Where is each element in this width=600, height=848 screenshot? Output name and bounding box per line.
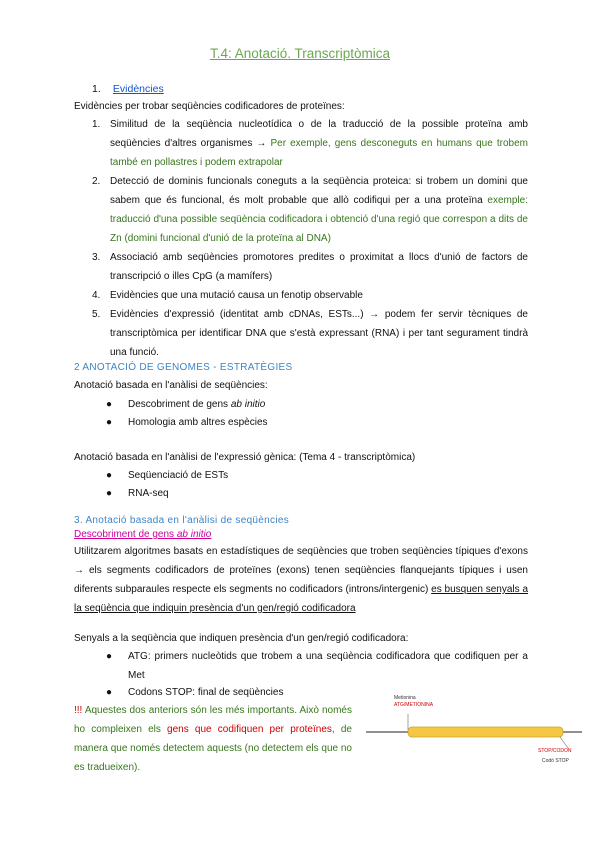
evidence-item-1 bbox=[92, 115, 528, 172]
note-text: , de manera que només detectem aquests (no detectem els que no es tradueixen). bbox=[74, 724, 352, 773]
subheading-italic: ab initio bbox=[176, 529, 212, 540]
signals-intro: Senyals a la seqüència que indiquen presència d'un gen/regió codificadora: bbox=[74, 633, 409, 644]
bullet-item bbox=[106, 466, 229, 485]
evidence-item-4 bbox=[92, 286, 528, 305]
gene-diagram-graphic bbox=[362, 686, 587, 766]
paragraph-underlined: es busquen senyals a la seqüència que indiquin presència d'un gen/regió codificadora bbox=[74, 584, 529, 614]
evidence-number: 1. bbox=[92, 119, 101, 130]
evidence-number: 4. bbox=[92, 290, 101, 301]
bullet-text: RNA-seq bbox=[128, 488, 169, 499]
bullet-item bbox=[106, 484, 169, 503]
bullet-italic: ab initio bbox=[230, 399, 266, 410]
evidence-number: 3. bbox=[92, 252, 101, 263]
section-3-heading: 3. Anotació basada en l'anàlisi de seqüències bbox=[74, 515, 289, 526]
bullet-item bbox=[106, 395, 266, 414]
bullet-dot: ● bbox=[106, 470, 113, 481]
evidence-text: Detecció de dominis funcionals coneguts a la seqüència proteica: si trobem un domini que sabem que és funcional, és molt probable que allò codifiqui per a una proteïna bbox=[110, 176, 528, 206]
important-note bbox=[74, 701, 352, 777]
evidence-item-5 bbox=[92, 305, 528, 362]
page-title: T.4: Anotació. Transcriptòmica bbox=[209, 46, 391, 61]
bullet-item bbox=[106, 683, 284, 702]
evidence-note: exemple: traducció d'una possible seqüència codificadora i obtenció d'una regió que correspon a dits de Zn (domini funcional d'unió de la proteïna al DNA) bbox=[110, 195, 528, 244]
bullet-text: Descobriment de gens bbox=[128, 399, 231, 410]
paragraph-text: Utilitzarem algoritmes basats en estadístiques de seqüències que troben seqüències típiques d'exons → els segments codificadors de proteïnes (exons) tenen seqüències flanquejants típiques i usen diferents subparaules respecte els segments no codificadors (introns/intergenic) bbox=[74, 546, 528, 595]
diagram-label-bottom: Codó STOP bbox=[542, 758, 569, 764]
bullet-item bbox=[106, 413, 268, 432]
diagram-label-start: ATG/METIONINA bbox=[394, 702, 434, 708]
section-2-heading: 2 ANOTACIÓ DE GENOMES - ESTRATÈGIES bbox=[74, 362, 293, 373]
diagram-label-top: Metionina bbox=[394, 695, 416, 701]
bullet-item bbox=[106, 647, 528, 685]
note-highlight: gens que codifiquen per proteïnes bbox=[167, 724, 332, 735]
bullet-dot: ● bbox=[106, 651, 113, 662]
evidence-text: Similitud de la seqüència nucleotídica o de la traducció de la possible proteïna amb seqüències d'altres organismes → bbox=[110, 119, 528, 149]
bullet-dot: ● bbox=[106, 687, 113, 698]
bullet-text: Codons STOP: final de seqüències bbox=[128, 687, 284, 698]
evidences-list bbox=[92, 115, 528, 362]
evidence-number: 5. bbox=[92, 309, 101, 320]
evidence-text: Evidències d'expressió (identitat amb cDNAs, ESTs...) → podem fer servir tècniques de transcriptòmica per identificar DNA que s'està expressant (RNA) i per tant segurament tindrà una funció. bbox=[110, 309, 528, 358]
evidence-note: Per exemple, gens desconeguts en humans que trobem també en pollastres i podem extrapolar bbox=[110, 138, 528, 168]
bullet-text: ATG: primers nucleòtids que trobem a una seqüència codificadora que codifiquen per a Met bbox=[128, 651, 528, 681]
section-1-number: 1. bbox=[92, 83, 101, 95]
bullet-dot: ● bbox=[106, 417, 113, 428]
section-2a-intro: Anotació basada en l'anàlisi de seqüències: bbox=[74, 380, 268, 391]
coding-region-bar bbox=[408, 727, 563, 737]
bullet-text: Homologia amb altres espècies bbox=[128, 417, 268, 428]
section-3-paragraph bbox=[74, 542, 528, 618]
bullet-text: Seqüenciació de ESTs bbox=[128, 470, 229, 481]
note-text: Aquestes dos anteriors són les més importants. Això només ho compleixen els bbox=[74, 705, 352, 735]
section-1-link[interactable]: Evidències bbox=[112, 83, 164, 95]
evidence-item-2 bbox=[92, 172, 528, 248]
bullet-dot: ● bbox=[106, 488, 113, 499]
section-2b-intro: Anotació basada en l'anàlisi de l'expressió gènica: (Tema 4 - transcriptòmica) bbox=[74, 452, 416, 463]
section-1-heading[interactable] bbox=[92, 83, 164, 95]
subheading-text: Descobriment de gens bbox=[74, 529, 177, 540]
evidence-number: 2. bbox=[92, 176, 101, 187]
warning-mark: !!! bbox=[74, 705, 83, 716]
evidence-text: Evidències que una mutació causa un fenotip observable bbox=[110, 290, 363, 301]
evidence-item-3 bbox=[92, 248, 528, 286]
evidence-text: Associació amb seqüències promotores predites o proximitat a llocs d'unió de factors de transcripció o illes CpG (a mamífers) bbox=[110, 252, 528, 282]
gene-diagram bbox=[362, 686, 587, 766]
evidences-intro: Evidències per trobar seqüències codificadores de proteïnes: bbox=[74, 101, 345, 112]
bullet-dot: ● bbox=[106, 399, 113, 410]
diagram-label-stop: STOP/CODON bbox=[538, 748, 572, 754]
